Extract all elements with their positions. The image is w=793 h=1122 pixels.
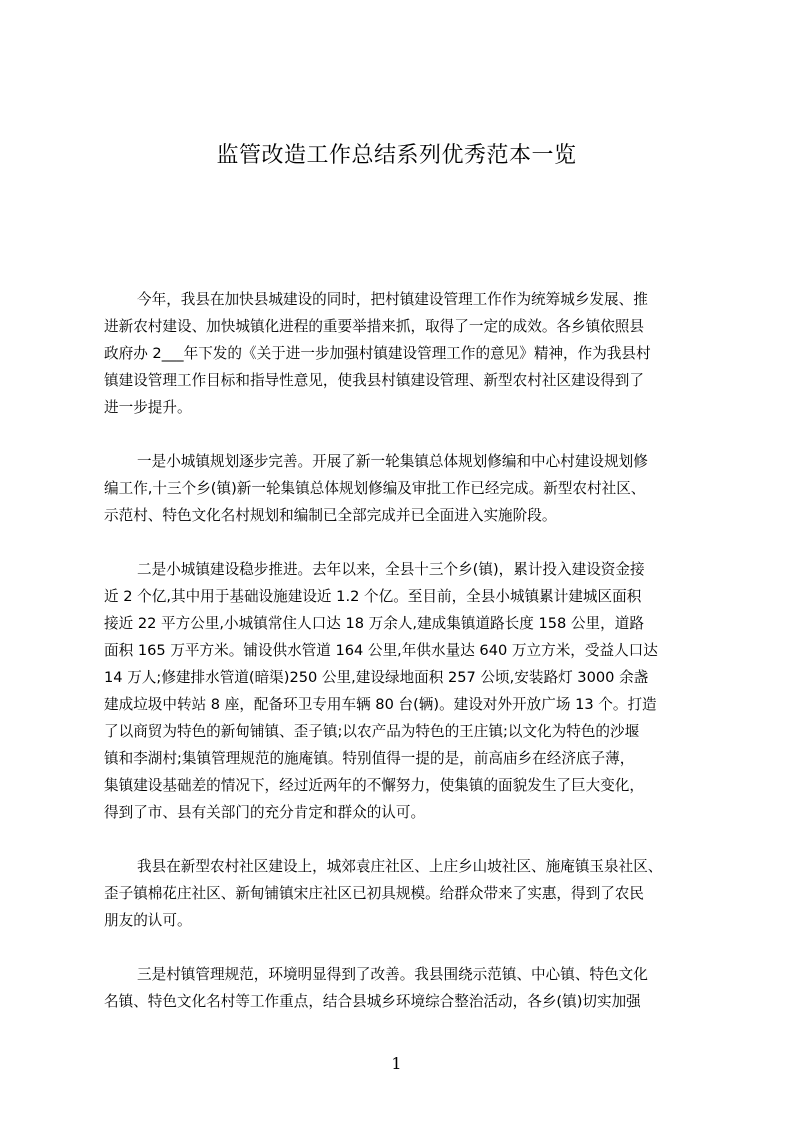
paragraph-1-line-2: 进新农村建设、加快城镇化进程的重要举措来抓，取得了一定的成效。各乡镇依照县 [104,318,644,335]
paragraph-3-line-1: 二是小城镇建设稳步推进。去年以来，全县十三个乡(镇)，累计投入建设资金接 [137,561,645,578]
paragraph-2-line-3: 示范村、特色文化名村规划和编制已全部完成并已全面进入实施阶段。 [104,507,557,524]
paragraph-3-line-8: 镇和李湖村;集镇管理规范的施庵镇。特别值得一提的是，前高庙乡在经济底子薄， [104,750,635,767]
page-title: 监管改造工作总结系列优秀范本一览 [216,143,577,168]
paragraph-3-line-9: 集镇建设基础差的情况下，经过近两年的不懈努力，使集镇的面貌发生了巨大变化， [104,777,644,794]
paragraph-1-line-1: 今年，我县在加快县城建设的同时，把村镇建设管理工作作为统筹城乡发展、推 [137,291,648,308]
paragraph-1-line-4: 镇建设管理工作目标和指导性意见，使我县村镇建设管理、新型农村社区建设得到了 [104,372,644,389]
paragraph-3-line-2: 近 2 个亿,其中用于基础设施建设近 1.2 个亿。至目前，全县小城镇累计建城区面积 [104,588,642,605]
paragraph-4-line-2: 歪子镇棉花庄社区、新甸铺镇宋庄社区已初具规模。给群众带来了实惠，得到了农民 [104,885,644,902]
page-number: 1 [391,1054,402,1073]
paragraph-2-line-2: 编工作,十三个乡(镇)新一轮集镇总体规划修编及审批工作已经完成。新型农村社区、 [104,480,646,497]
paragraph-3-line-3: 接近 22 平方公里,小城镇常住人口达 18 万余人,建成集镇道路长度 158 公里，道路 [104,615,644,632]
paragraph-3-line-4: 面积 165 万平方米。铺设供水管道 164 公里,年供水量达 640 万立方米，受益人口达 [104,642,658,659]
paragraph-2-line-1: 一是小城镇规划逐步完善。开展了新一轮集镇总体规划修编和中心村建设规划修 [137,453,648,470]
paragraph-4-line-3: 朋友的认可。 [104,912,192,929]
paragraph-3-line-5: 14 万人;修建排水管道(暗渠)250 公里,建设绿地面积 257 公顷,安装路灯 3000 余盏 [104,669,649,686]
paragraph-3-line-7: 了以商贸为特色的新甸铺镇、歪子镇;以农产品为特色的王庄镇;以文化为特色的沙堰 [104,723,640,740]
paragraph-1-line-3: 政府办 2___年下发的《关于进一步加强村镇建设管理工作的意见》精神，作为我县村 [104,345,651,362]
paragraph-3-line-10: 得到了市、县有关部门的充分肯定和群众的认可。 [104,804,426,821]
paragraph-4-line-1: 我县在新型农村社区建设上，城郊袁庄社区、上庄乡山坡社区、施庵镇玉泉社区、 [137,858,663,875]
paragraph-5-line-1: 三是村镇管理规范，环境明显得到了改善。我县围绕示范镇、中心镇、特色文化 [137,966,648,983]
paragraph-3-line-6: 建成垃圾中转站 8 座，配备环卫专用车辆 80 台(辆)。建设对外开放广场 13 个。打造 [104,696,657,713]
paragraph-1-line-5: 进一步提升。 [104,399,192,416]
paragraph-5-line-2: 名镇、特色文化名村等工作重点，结合县城乡环境综合整治活动，各乡(镇)切实加强 [104,993,641,1010]
